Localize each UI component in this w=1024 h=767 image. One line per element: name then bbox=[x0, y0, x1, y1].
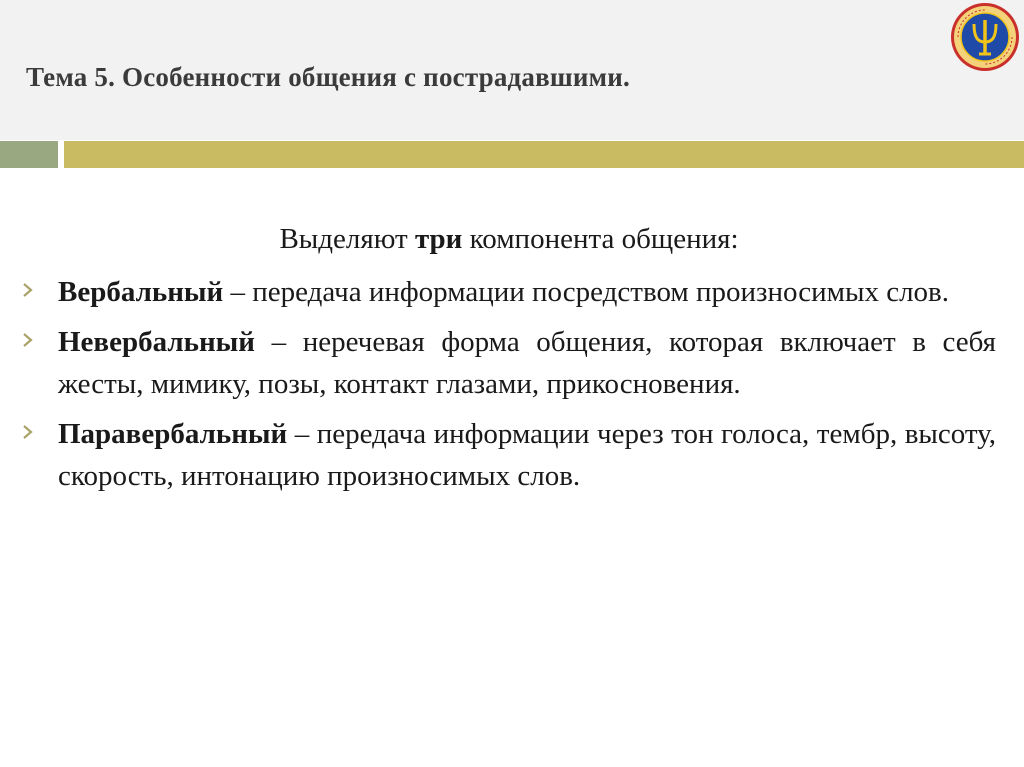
slide-title: Тема 5. Особенности общения с пострадавшими. bbox=[26, 62, 630, 92]
list-item bbox=[22, 321, 996, 405]
item-text: – неречевая форма общения, которая включает в себя жесты, мимику, позы, контакт глазами, прикосновения. bbox=[58, 326, 996, 400]
item-text: – передача информации посредством произносимых слов. bbox=[223, 276, 949, 308]
intro-before: Выделяют bbox=[279, 223, 415, 255]
intro-bold: три bbox=[414, 223, 463, 255]
item-term: Вербальный bbox=[58, 276, 224, 308]
chevron-right-icon bbox=[22, 332, 34, 348]
item-text: – передача информации через тон голоса, тембр, высоту, скорость, интонацию произносимых слов. bbox=[58, 418, 996, 492]
psi-emblem-icon bbox=[950, 2, 1020, 72]
slide-body bbox=[22, 218, 996, 505]
chevron-right-icon bbox=[22, 282, 34, 298]
list-item bbox=[22, 271, 996, 313]
list-item bbox=[22, 413, 996, 497]
item-term: Паравербальный bbox=[58, 418, 288, 450]
accent-bar-right bbox=[64, 141, 1024, 168]
intro-after: компонента общения: bbox=[462, 223, 739, 255]
item-term: Невербальный bbox=[58, 326, 256, 358]
chevron-right-icon bbox=[22, 424, 34, 440]
accent-bar-left bbox=[0, 141, 58, 168]
intro-line bbox=[22, 218, 996, 260]
